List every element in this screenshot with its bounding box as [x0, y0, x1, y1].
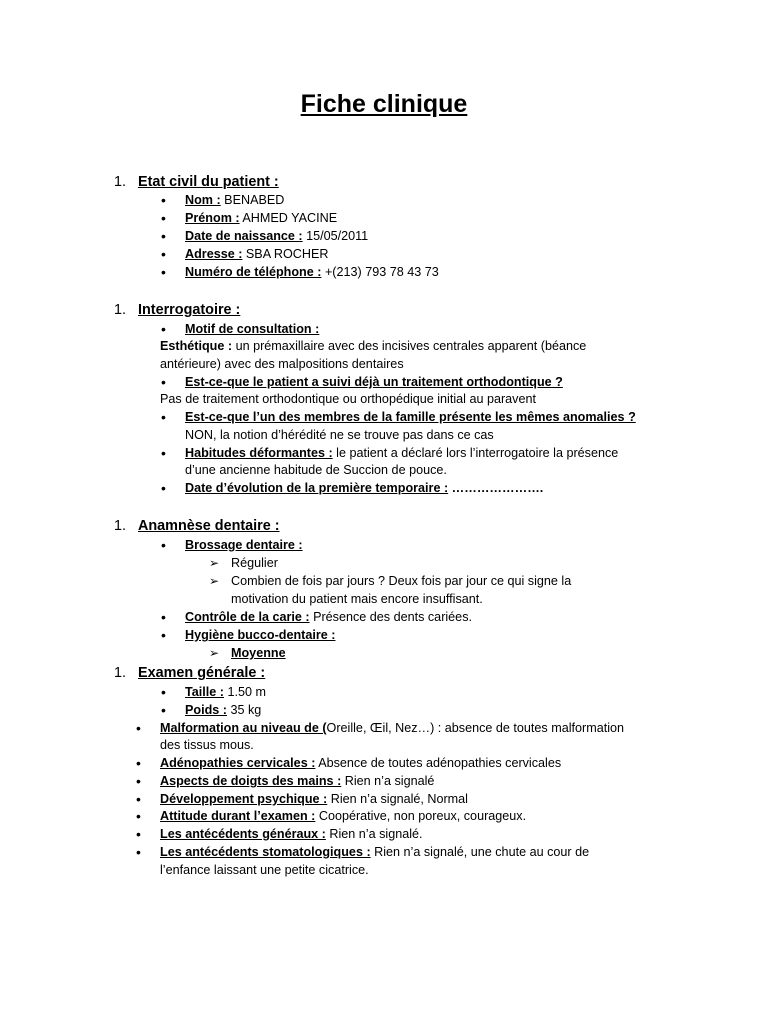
list-item-adenopathies: • Adénopathies cervicales : Absence de toutes adénopathies cervicales: [160, 755, 561, 773]
list-item-prenom: • Prénom : AHMED YACINE: [185, 210, 337, 228]
list-item-hygiene: • Hygiène bucco-dentaire :: [185, 627, 335, 645]
list-item-poids: • Poids : 35 kg: [185, 702, 261, 720]
list-item-malformation: • Malformation au niveau de (Oreille, Œil, Nez…) : absence de toutes malformation: [160, 720, 624, 738]
sub-item-regulier: ➢ Régulier: [231, 555, 278, 573]
text-atcd-stomatologiques-cont: l’enfance laissant une petite cicatrice.: [160, 863, 369, 877]
sub-item-frequence: ➢ Combien de fois par jours ? Deux fois par jour ce qui signe la: [231, 573, 571, 591]
list-item-doigts: • Aspects de doigts des mains : Rien n’a signalé: [160, 773, 434, 791]
section-examen-heading: 1. Examen générale :: [114, 665, 266, 681]
document-title: Fiche clinique: [300, 90, 468, 118]
section-etat-civil-heading: 1. Etat civil du patient :: [114, 174, 279, 190]
text-traitement-answer: Pas de traitement orthodontique ou orthopédique initial au paravent: [160, 392, 536, 406]
list-item-famille-question: • Est-ce-que l’un des membres de la famille présente les mêmes anomalies ?: [185, 409, 636, 427]
sub-item-hygiene-value: ➢ Moyenne: [231, 645, 286, 663]
sub-item-frequence-cont: motivation du patient mais encore insuffisant.: [231, 592, 483, 606]
list-item-psychique: • Développement psychique : Rien n’a signalé, Normal: [160, 791, 468, 809]
list-item-adresse: • Adresse : SBA ROCHER: [185, 246, 328, 264]
list-item-habitudes: • Habitudes déformantes : le patient a déclaré lors l’interrogatoire la présence: [185, 445, 618, 463]
list-item-telephone: • Numéro de téléphone : +(213) 793 78 43 73: [185, 264, 439, 282]
list-item-taille: • Taille : 1.50 m: [185, 684, 266, 702]
list-item-date-naissance: • Date de naissance : 15/05/2011: [185, 228, 368, 246]
section-anamnese-heading: 1. Anamnèse dentaire :: [114, 518, 280, 534]
text-esthetique: Esthétique : un prémaxillaire avec des incisives centrales apparent (béance: [160, 339, 587, 353]
text-habitudes-cont: d’une ancienne habitude de Succion de pouce.: [185, 463, 447, 477]
list-item-nom: • Nom : BENABED: [185, 192, 284, 210]
list-item-brossage: • Brossage dentaire :: [185, 537, 303, 555]
list-item-atcd-generaux: • Les antécédents généraux : Rien n’a signalé.: [160, 826, 423, 844]
text-esthetique-cont: antérieure) avec des malpositions dentaires: [160, 357, 404, 371]
section-interrogatoire-heading: 1. Interrogatoire :: [114, 302, 241, 318]
list-item-traitement-question: • Est-ce-que le patient a suivi déjà un traitement orthodontique ?: [185, 374, 563, 392]
list-item-attitude: • Attitude durant l’examen : Coopérative, non poreux, courageux.: [160, 808, 526, 826]
list-item-motif: • Motif de consultation :: [185, 321, 319, 339]
text-famille-answer: NON, la notion d’hérédité ne se trouve pas dans ce cas: [185, 428, 494, 442]
list-item-evolution: • Date d’évolution de la première temporaire : ………………….: [185, 480, 543, 498]
text-malformation-cont: des tissus mous.: [160, 738, 254, 752]
list-item-carie: • Contrôle de la carie : Présence des dents cariées.: [185, 609, 472, 627]
list-item-atcd-stomatologiques: • Les antécédents stomatologiques : Rien n’a signalé, une chute au cour de: [160, 844, 589, 862]
